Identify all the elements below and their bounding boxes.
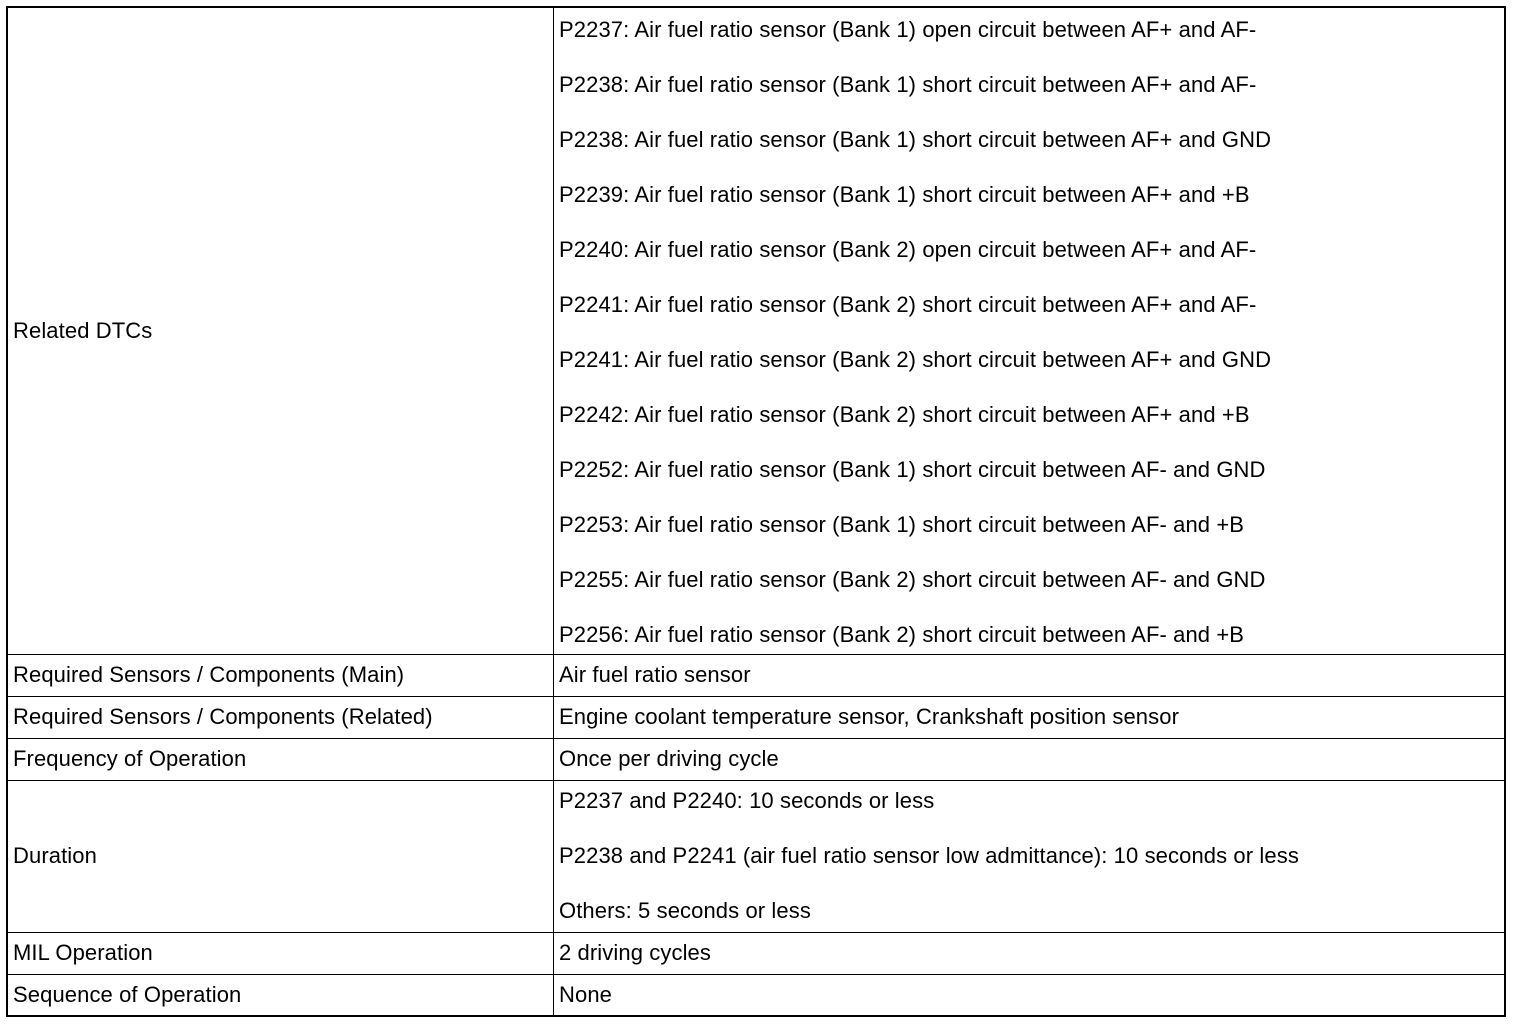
sequence-label: Sequence of Operation [8, 974, 554, 1016]
mil-operation-value: 2 driving cycles [554, 932, 1505, 974]
dtc-item: P2253: Air fuel ratio sensor (Bank 1) short circuit between AF- and +B [559, 511, 1245, 537]
table-row-mil-operation [8, 932, 1504, 974]
frequency-label: Frequency of Operation [8, 738, 554, 780]
duration-item: P2238 and P2241 (air fuel ratio sensor low admittance): 10 seconds or less [559, 843, 1299, 868]
table-row-frequency [8, 738, 1504, 780]
related-dtcs-list [554, 8, 1505, 654]
sequence-value: None [554, 974, 1505, 1016]
dtc-item: P2239: Air fuel ratio sensor (Bank 1) short circuit between AF+ and +B [559, 181, 1250, 207]
dtc-item: P2252: Air fuel ratio sensor (Bank 1) short circuit between AF- and GND [559, 456, 1266, 482]
mil-operation-label: MIL Operation [8, 932, 554, 974]
dtc-item: P2238: Air fuel ratio sensor (Bank 1) short circuit between AF+ and AF- [559, 71, 1257, 97]
table-row-required-main [8, 654, 1504, 696]
dtc-item: P2240: Air fuel ratio sensor (Bank 2) open circuit between AF+ and AF- [559, 236, 1257, 262]
dtc-item: P2256: Air fuel ratio sensor (Bank 2) short circuit between AF- and +B [559, 621, 1245, 647]
duration-item: Others: 5 seconds or less [559, 898, 811, 923]
spec-sheet [6, 6, 1506, 1017]
required-related-value: Engine coolant temperature sensor, Crankshaft position sensor [554, 696, 1505, 738]
table-row-sequence [8, 974, 1504, 1016]
spec-table [8, 8, 1504, 1016]
dtc-item: P2255: Air fuel ratio sensor (Bank 2) short circuit between AF- and GND [559, 566, 1266, 592]
required-related-label: Required Sensors / Components (Related) [8, 696, 554, 738]
table-row-related-dtcs [8, 8, 1504, 654]
duration-item: P2237 and P2240: 10 seconds or less [559, 788, 935, 813]
table-row-required-related [8, 696, 1504, 738]
table-row-duration [8, 780, 1504, 932]
dtc-item: P2241: Air fuel ratio sensor (Bank 2) short circuit between AF+ and AF- [559, 291, 1257, 317]
duration-list [554, 780, 1505, 932]
dtc-item: P2242: Air fuel ratio sensor (Bank 2) short circuit between AF+ and +B [559, 401, 1250, 427]
dtc-item: P2238: Air fuel ratio sensor (Bank 1) short circuit between AF+ and GND [559, 126, 1272, 152]
required-main-value: Air fuel ratio sensor [554, 654, 1505, 696]
dtc-item: P2241: Air fuel ratio sensor (Bank 2) short circuit between AF+ and GND [559, 346, 1272, 372]
related-dtcs-label: Related DTCs [8, 8, 554, 654]
dtc-item: P2237: Air fuel ratio sensor (Bank 1) open circuit between AF+ and AF- [559, 16, 1257, 42]
frequency-value: Once per driving cycle [554, 738, 1505, 780]
required-main-label: Required Sensors / Components (Main) [8, 654, 554, 696]
duration-label: Duration [8, 780, 554, 932]
